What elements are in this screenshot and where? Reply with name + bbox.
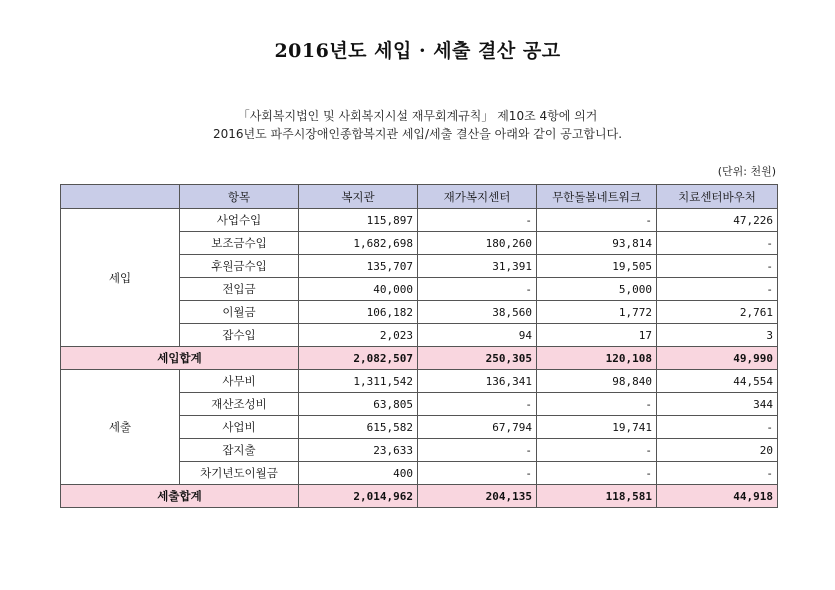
row-item: 잡수입 (180, 324, 299, 347)
header-home-care-center: 재가복지센터 (418, 185, 537, 209)
cell: - (537, 439, 657, 462)
cell: 49,990 (657, 347, 778, 370)
intro-line-1: 「사회복지법인 및 사회복지시설 재무회계규칙」 제10조 4항에 의거 (237, 109, 598, 123)
row-item: 이월금 (180, 301, 299, 324)
cell: 250,305 (418, 347, 537, 370)
expense-total-row (61, 485, 778, 508)
cell: - (537, 209, 657, 232)
cell: 44,918 (657, 485, 778, 508)
cell: 5,000 (537, 278, 657, 301)
cell: 204,135 (418, 485, 537, 508)
cell: 94 (418, 324, 537, 347)
cell: 1,772 (537, 301, 657, 324)
cell: - (657, 462, 778, 485)
cell: - (418, 393, 537, 416)
row-item: 사업수입 (180, 209, 299, 232)
row-item: 재산조성비 (180, 393, 299, 416)
cell: 40,000 (299, 278, 418, 301)
cell: - (418, 462, 537, 485)
row-item: 보조금수입 (180, 232, 299, 255)
cell: 93,814 (537, 232, 657, 255)
header-care-network: 무한돌봄네트워크 (537, 185, 657, 209)
row-item: 차기년도이월금 (180, 462, 299, 485)
cell: 19,505 (537, 255, 657, 278)
cell: 106,182 (299, 301, 418, 324)
cell: 2,014,962 (299, 485, 418, 508)
cell: 615,582 (299, 416, 418, 439)
cell: - (418, 439, 537, 462)
row-item: 후원금수입 (180, 255, 299, 278)
table-row (61, 209, 778, 232)
intro-line-2: 2016년도 파주시장애인종합복지관 세입/세출 결산을 아래와 같이 공고합니다. (212, 127, 623, 141)
row-item: 전입금 (180, 278, 299, 301)
cell: 23,633 (299, 439, 418, 462)
cell: 2,023 (299, 324, 418, 347)
cell: 31,391 (418, 255, 537, 278)
cell: 20 (657, 439, 778, 462)
cell: 2,082,507 (299, 347, 418, 370)
cell: 47,226 (657, 209, 778, 232)
income-total-row (61, 347, 778, 370)
cell: - (657, 255, 778, 278)
row-item: 사무비 (180, 370, 299, 393)
cell: - (657, 232, 778, 255)
cell: 17 (537, 324, 657, 347)
cell: 120,108 (537, 347, 657, 370)
cell: 1,311,542 (299, 370, 418, 393)
header-item: 항목 (180, 185, 299, 209)
cell: 135,707 (299, 255, 418, 278)
settlement-table (60, 184, 778, 508)
header-therapy-voucher: 치료센터바우처 (657, 185, 778, 209)
cell: 118,581 (537, 485, 657, 508)
cell: 136,341 (418, 370, 537, 393)
cell: 180,260 (418, 232, 537, 255)
table-header-row (61, 185, 778, 209)
header-welfare-center: 복지관 (299, 185, 418, 209)
cell: 115,897 (299, 209, 418, 232)
cell: - (418, 278, 537, 301)
cell: - (537, 393, 657, 416)
section-income: 세입 (61, 209, 180, 347)
cell: 67,794 (418, 416, 537, 439)
cell: 38,560 (418, 301, 537, 324)
income-total-label: 세입합계 (61, 347, 299, 370)
table-row (61, 370, 778, 393)
page-title: 2016년도 세입 · 세출 결산 공고 (274, 40, 561, 62)
row-item: 사업비 (180, 416, 299, 439)
cell: 44,554 (657, 370, 778, 393)
row-item: 잡지출 (180, 439, 299, 462)
cell: 2,761 (657, 301, 778, 324)
cell: - (537, 462, 657, 485)
cell: 400 (299, 462, 418, 485)
cell: 1,682,698 (299, 232, 418, 255)
cell: 63,805 (299, 393, 418, 416)
cell: 98,840 (537, 370, 657, 393)
section-expense: 세출 (61, 370, 180, 485)
cell: 19,741 (537, 416, 657, 439)
expense-total-label: 세출합계 (61, 485, 299, 508)
cell: - (418, 209, 537, 232)
cell: - (657, 416, 778, 439)
unit-label: (단위: 천원) (717, 165, 776, 178)
cell: 3 (657, 324, 778, 347)
cell: 344 (657, 393, 778, 416)
cell: - (657, 278, 778, 301)
header-corner (61, 185, 180, 209)
